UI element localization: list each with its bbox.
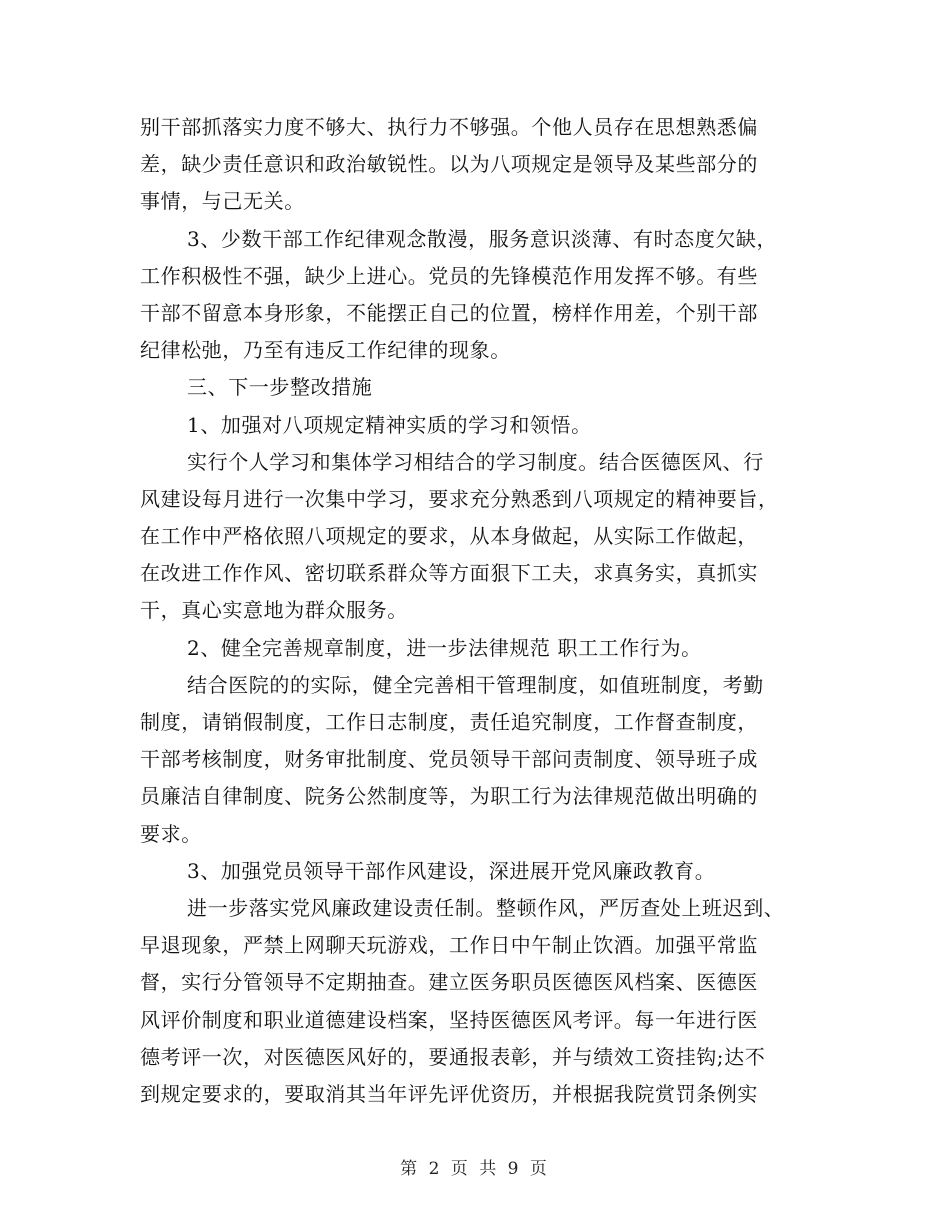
- text-line: 风建设每月进行一次集中学习，要求充分熟悉到八项规定的精神要旨，: [140, 486, 779, 511]
- text-line: 干，真心实意地为群众服务。: [140, 598, 408, 623]
- text-line: 制度，请销假制度，工作日志制度，责任追究制度，工作督查制度，: [140, 710, 758, 734]
- text-line: 进一步落实党风廉政建设责任制。整顿作风，严厉查处上班迟到、: [187, 895, 785, 920]
- text-line: 督，实行分管领导不定期抽查。建立医务职员医德医风档案、医德医: [140, 970, 758, 995]
- text-line: 纪律松弛，乃至有违反工作纪律的现象。: [140, 338, 511, 363]
- text-line: 德考评一次，对医德医风好的，要通报表彰，并与绩效工资挂钩;达不: [140, 1044, 766, 1069]
- text-line: 实行个人学习和集体学习相结合的学习制度。结合医德医风、行: [187, 449, 764, 474]
- text-line: 1、加强对八项规定精神实质的学习和领悟。: [187, 412, 592, 437]
- text-line: 事情，与己无关。: [140, 189, 305, 214]
- text-line: 2、健全完善规章制度，进一步法律规范 职工工作行为。: [187, 635, 702, 660]
- text-line: 3、加强党员领导干部作风建设，深进展开党风廉政教育。: [187, 858, 716, 883]
- text-line: 工作积极性不强，缺少上进心。党员的先锋模范作用发挥不够。有些: [140, 263, 758, 288]
- text-line: 差，缺少责任意识和政治敏锐性。以为八项规定是领导及某些部分的: [140, 152, 758, 177]
- text-line: 在工作中严格依照八项规定的要求，从本身做起，从实际工作做起，: [140, 524, 758, 549]
- text-line: 干部考核制度，财务审批制度、党员领导干部问责制度、领导班子成: [140, 747, 758, 772]
- text-line: 别干部抓落实力度不够大、执行力不够强。个他人员存在思想熟悉偏: [140, 115, 758, 139]
- text-line: 要求。: [140, 821, 202, 846]
- text-line: 风评价制度和职业道德建设档案，坚持医德医风考评。每一年进行医: [140, 1007, 758, 1032]
- text-line: 3、少数干部工作纪律观念散漫，服务意识淡薄、有时态度欠缺，: [187, 226, 778, 251]
- text-line: 在改进工作作风、密切联系群众等方面狠下工夫，求真务实，真抓实: [140, 561, 758, 586]
- text-line: 结合医院的的实际，健全完善相干管理制度，如值班制度，考勤: [187, 672, 764, 697]
- page-footer: 第 2 页 共 9 页: [400, 1159, 550, 1179]
- text-line: 员廉洁自律制度、院务公然制度等，为职工行为法律规范做出明确的: [140, 784, 758, 809]
- document-body: [140, 109, 820, 1113]
- text-line: 到规定要求的，要取消其当年评先评优资历，并根据我院赏罚条例实: [140, 1081, 758, 1106]
- text-line: 三、下一步整改措施: [187, 375, 373, 400]
- text-line: 干部不留意本身形象，不能摆正自己的位置，榜样作用差，个别干部: [140, 300, 758, 325]
- text-line: 早退现象，严禁上网聊天玩游戏，工作日中午制止饮酒。加强平常监: [140, 933, 758, 958]
